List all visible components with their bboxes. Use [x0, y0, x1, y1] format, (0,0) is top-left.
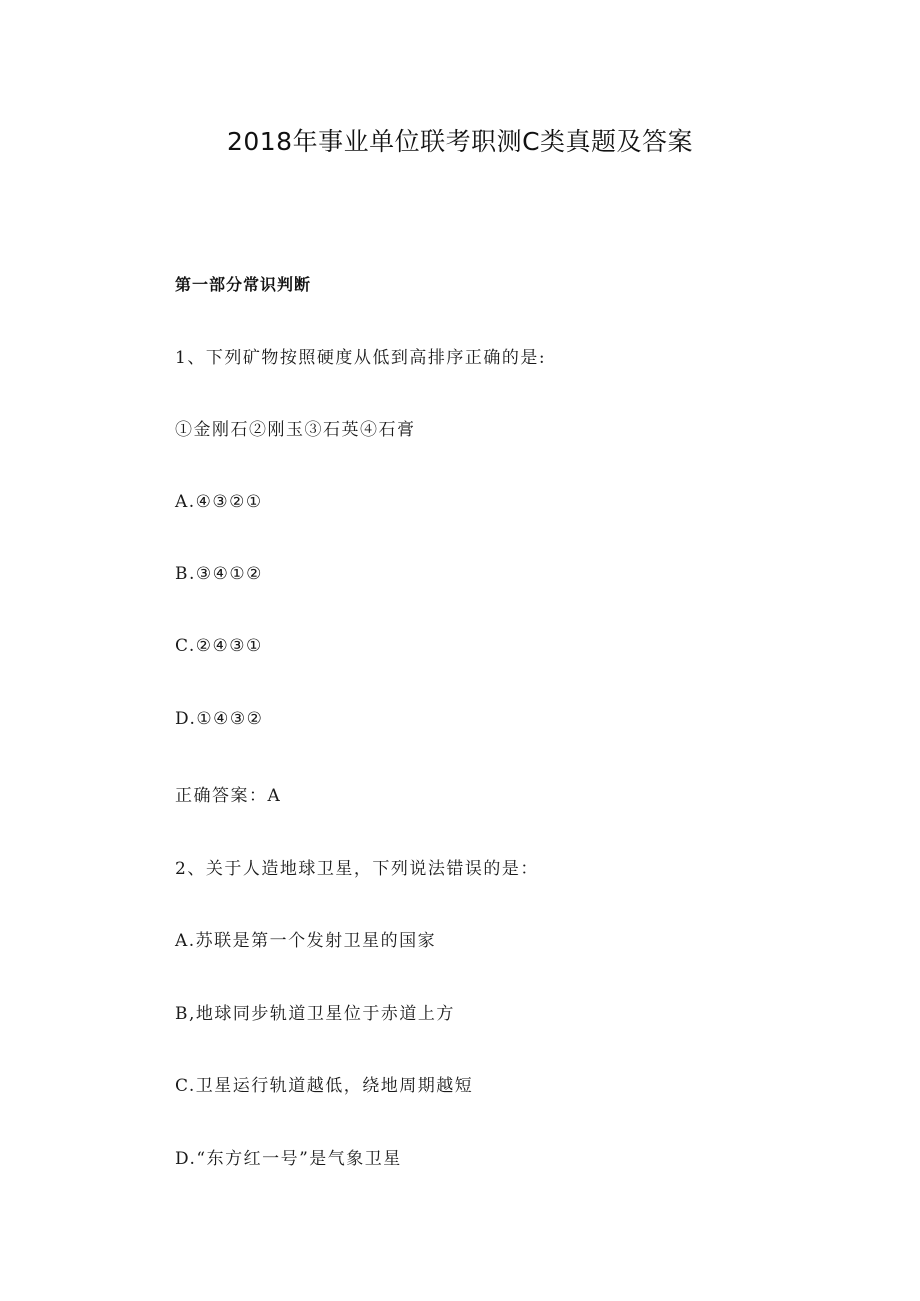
question-2-option-b: B,地球同步轨道卫星位于赤道上方 — [175, 1004, 455, 1024]
question-1-items: ①金刚石②刚玉③石英④石膏 — [175, 420, 416, 440]
question-2-option-a: A.苏联是第一个发射卫星的国家 — [175, 931, 437, 951]
question-1-option-b: B.③④①② — [175, 564, 263, 584]
section-heading: 第一部分常识判断 — [175, 275, 312, 294]
question-1-option-c: C.②④③① — [175, 636, 263, 656]
question-1-stem: 1、下列矿物按照硬度从低到高排序正确的是: — [175, 348, 547, 368]
question-2-stem: 2、关于人造地球卫星，下列说法错误的是： — [175, 859, 539, 879]
question-1-answer: 正确答案：A — [175, 786, 282, 806]
question-2-option-d: D.“东方红一号”是气象卫星 — [175, 1149, 402, 1169]
document-title: 2018年事业单位联考职测C类真题及答案 — [226, 127, 694, 156]
question-2-option-c: C.卫星运行轨道越低，绕地周期越短 — [175, 1076, 474, 1096]
question-1-option-d: D.①④③② — [175, 709, 264, 729]
question-1-option-a: A.④③②① — [175, 492, 263, 512]
